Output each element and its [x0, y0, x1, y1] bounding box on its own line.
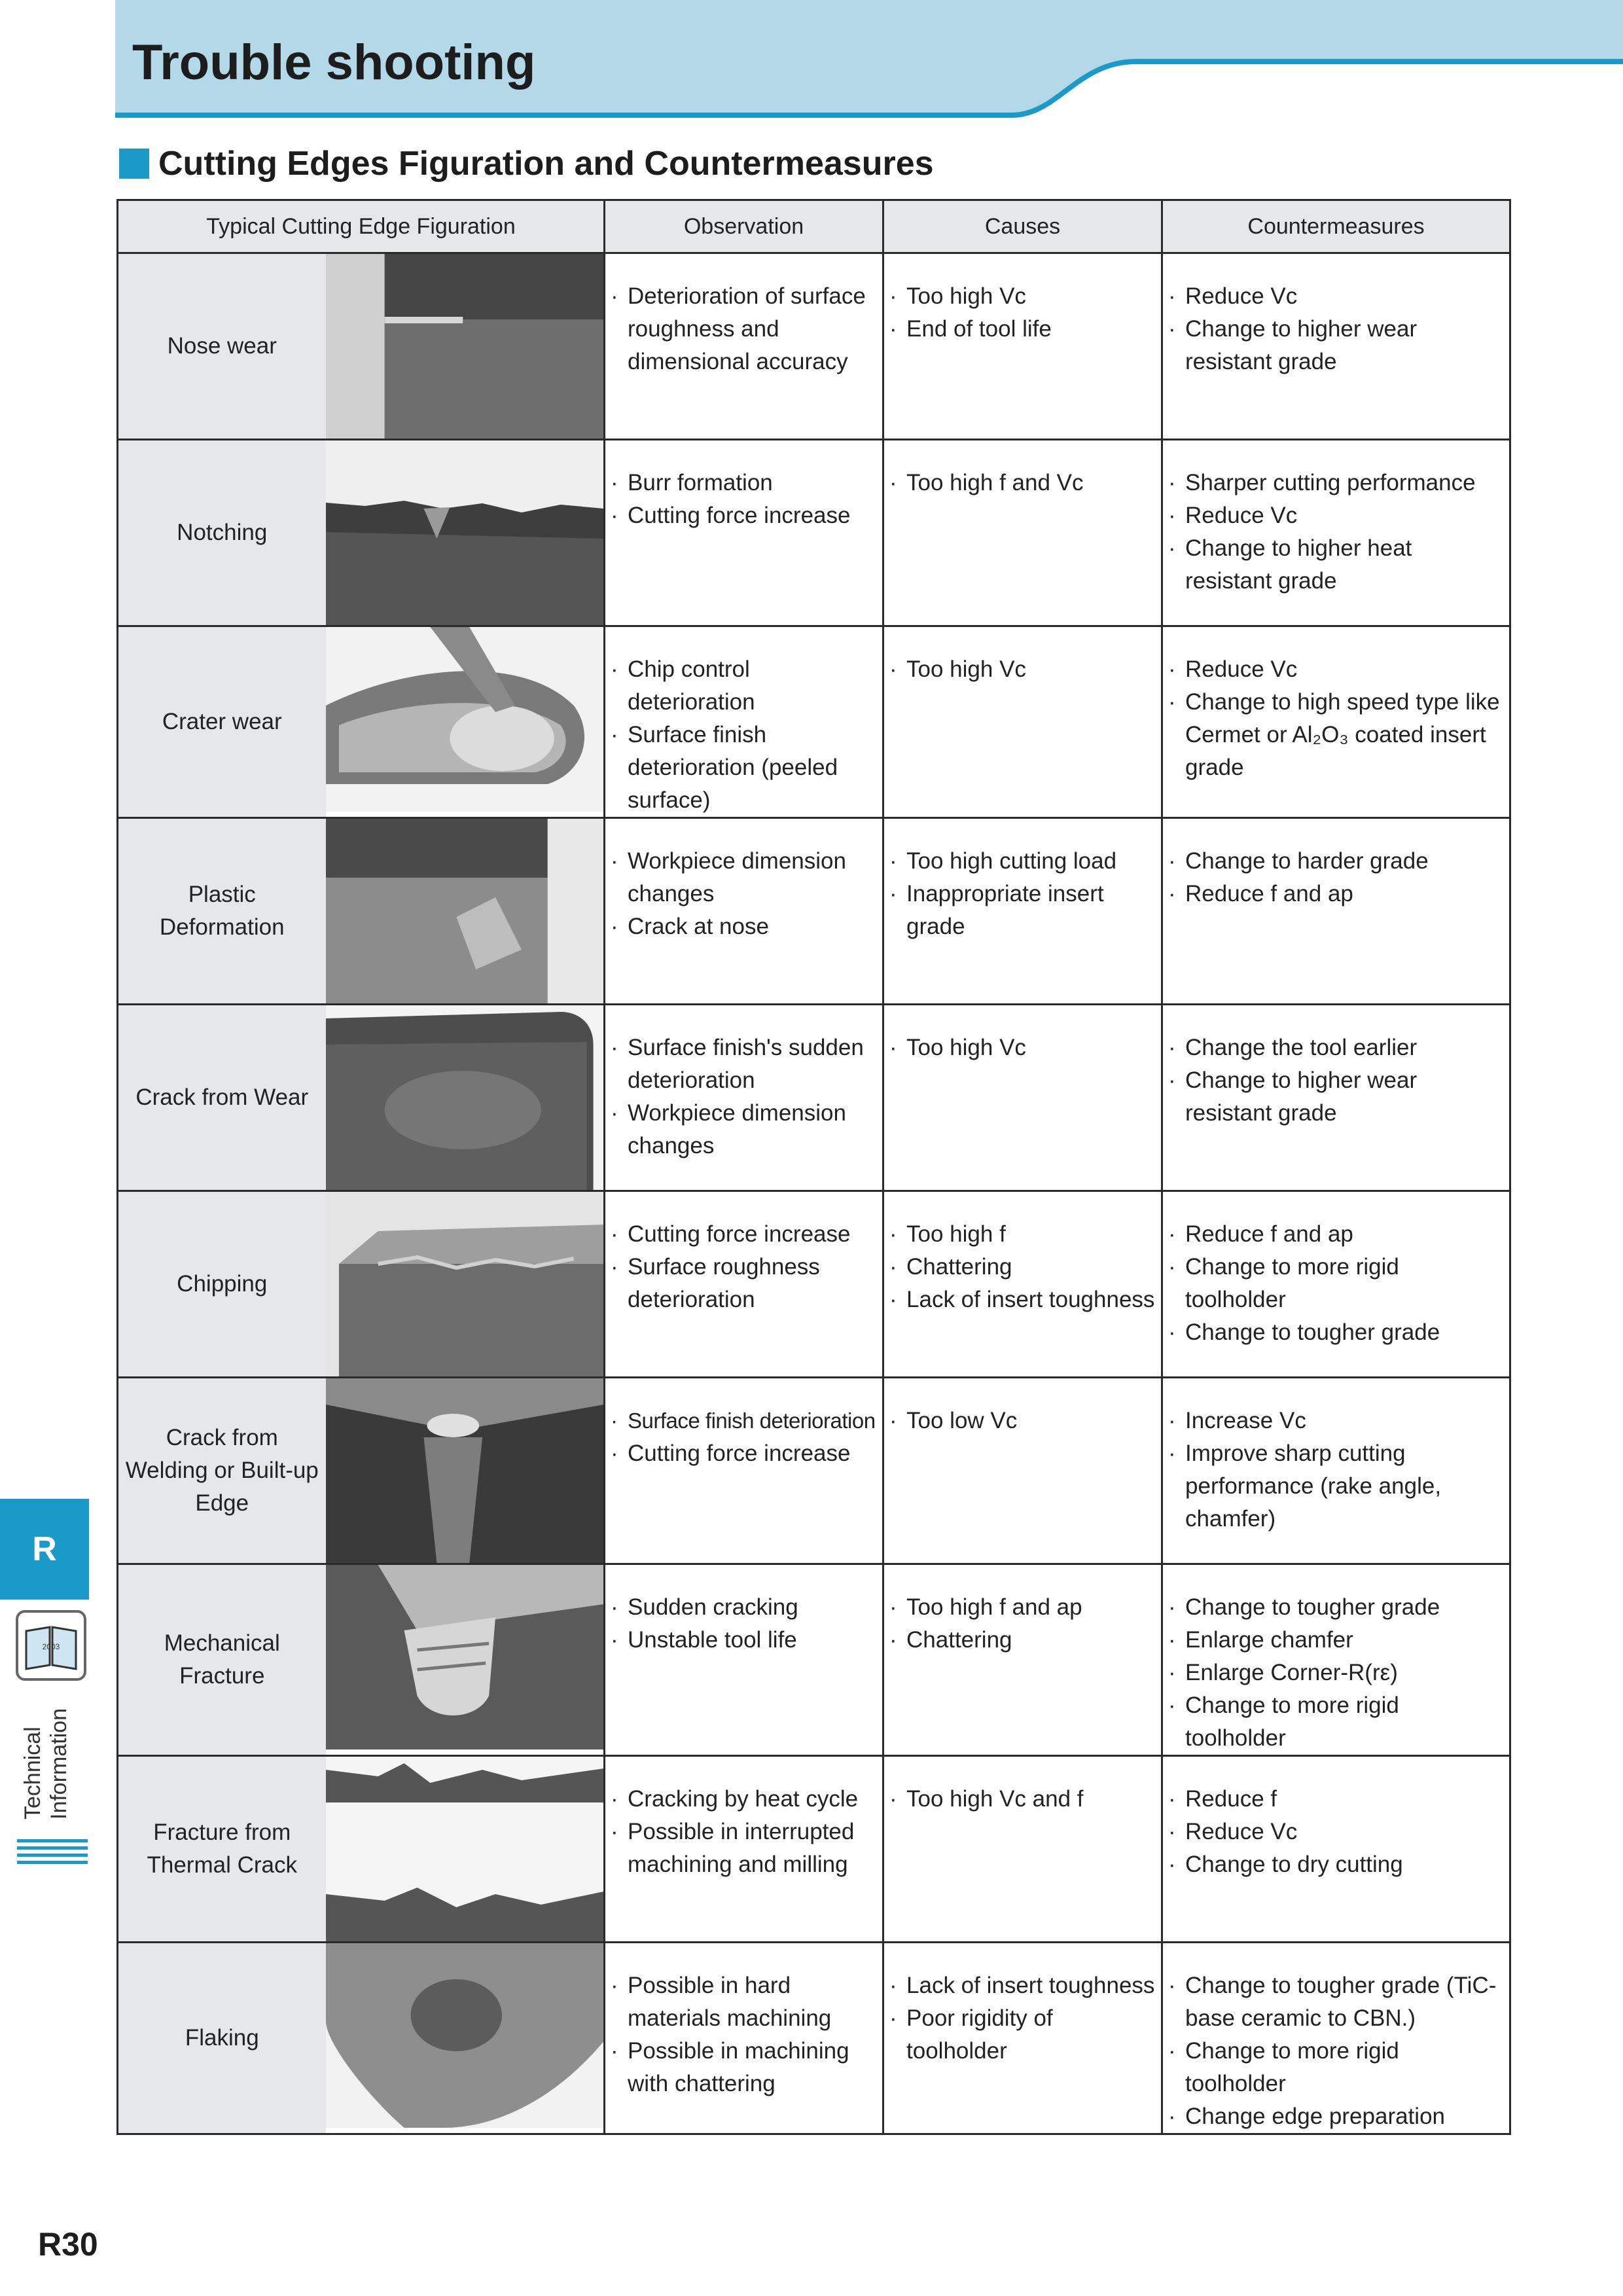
nose-wear-photo: [326, 253, 605, 440]
cause-item: · Too high f and ap: [889, 1591, 1156, 1624]
page-title: Trouble shooting: [132, 35, 536, 90]
countermeasure-item: · Change to tougher grade: [1168, 1316, 1504, 1349]
countermeasures-cell: [1162, 626, 1510, 818]
countermeasure-item: · Change to more rigid toolholder: [1168, 2035, 1504, 2100]
side-stripes: [17, 1839, 88, 1868]
observation-item: · Surface roughness deterioration: [611, 1251, 877, 1316]
observation-cell: [605, 440, 883, 626]
flaking-photo: [326, 1943, 605, 2134]
countermeasure-item: · Improve sharp cutting performance (rake angle, chamfer): [1168, 1437, 1504, 1535]
countermeasures-cell: [1162, 1564, 1510, 1756]
countermeasure-item: · Enlarge chamfer: [1168, 1624, 1504, 1657]
cause-item: · Too high Vc: [889, 1031, 1156, 1064]
causes-cell: [883, 1564, 1162, 1756]
countermeasures-cell: [1162, 253, 1510, 440]
header-causes: Causes: [883, 200, 1162, 253]
table-row: [118, 1564, 1510, 1756]
causes-cell: [883, 1378, 1162, 1564]
row-name: Mechanical Fracture: [118, 1564, 326, 1756]
cause-item: · End of tool life: [889, 313, 1156, 346]
countermeasure-item: · Reduce f: [1168, 1783, 1504, 1816]
cause-item: · Too high cutting load: [889, 845, 1156, 878]
countermeasure-item: · Increase Vc: [1168, 1405, 1504, 1437]
table-row: [118, 818, 1510, 1005]
countermeasure-item: · Change the tool earlier: [1168, 1031, 1504, 1064]
observation-item: · Deterioration of surface roughness and dimensional accuracy: [611, 280, 877, 378]
observation-item: · Surface finish's sudden deterioration: [611, 1031, 877, 1097]
countermeasures-cell: [1162, 1005, 1510, 1191]
countermeasure-item: · Reduce Vc: [1168, 1816, 1504, 1848]
cause-item: · Too low Vc: [889, 1405, 1156, 1437]
header-observation: Observation: [605, 200, 883, 253]
table-row: [118, 626, 1510, 818]
header-countermeasures: Countermeasures: [1162, 200, 1510, 253]
chapter-tab[interactable]: R: [0, 1499, 89, 1600]
observation-cell: [605, 1378, 883, 1564]
crater-wear-photo: [326, 626, 605, 818]
section-marker: [119, 149, 149, 179]
plastic-deformation-photo: [326, 818, 605, 1005]
row-name: Crack from Wear: [118, 1005, 326, 1191]
observation-cell: [605, 1756, 883, 1943]
side-label-line2: Information: [46, 1708, 71, 1820]
countermeasure-item: · Reduce f and ap: [1168, 878, 1504, 910]
icon-label: 2003: [42, 1642, 60, 1651]
observation-item: · Sudden cracking: [611, 1591, 877, 1624]
observation-item: · Cutting force increase: [611, 499, 877, 532]
observation-cell: [605, 1005, 883, 1191]
troubleshooting-table: [116, 199, 1511, 2135]
countermeasures-cell: [1162, 1191, 1510, 1378]
notching-photo: [326, 440, 605, 626]
countermeasure-item: · Sharper cutting performance: [1168, 467, 1504, 499]
observation-item: · Possible in hard materials machining: [611, 1969, 877, 2035]
cause-item: · Poor rigidity of toolholder: [889, 2002, 1156, 2068]
causes-cell: [883, 1191, 1162, 1378]
causes-cell: [883, 626, 1162, 818]
header-figuration: Typical Cutting Edge Figuration: [118, 200, 605, 253]
countermeasure-item: · Change to tougher grade: [1168, 1591, 1504, 1624]
countermeasure-item: · Change to harder grade: [1168, 845, 1504, 878]
row-name: Flaking: [118, 1943, 326, 2134]
cause-item: · Too high Vc and f: [889, 1783, 1156, 1816]
observation-item: · Chip control deterioration: [611, 653, 877, 719]
countermeasure-item: · Change edge preparation: [1168, 2100, 1504, 2133]
table-row: [118, 440, 1510, 626]
causes-cell: [883, 1943, 1162, 2134]
table-row: [118, 1378, 1510, 1564]
observation-item: · Unstable tool life: [611, 1624, 877, 1657]
observation-item: · Cutting force increase: [611, 1218, 877, 1251]
cause-item: · Chattering: [889, 1251, 1156, 1283]
observation-item: · Cutting force increase: [611, 1437, 877, 1470]
countermeasure-item: · Change to high speed type like Cermet or Al₂O₃ coated insert grade: [1168, 686, 1504, 784]
row-name: Crack from Welding or Built-up Edge: [118, 1378, 326, 1564]
observation-cell: [605, 1564, 883, 1756]
section-title: Cutting Edges Figuration and Countermeasures: [158, 145, 934, 183]
countermeasures-cell: [1162, 1378, 1510, 1564]
causes-cell: [883, 440, 1162, 626]
causes-cell: [883, 1005, 1162, 1191]
observation-item: · Crack at nose: [611, 910, 877, 943]
cause-item: · Chattering: [889, 1624, 1156, 1657]
row-name: Nose wear: [118, 253, 326, 440]
cause-item: · Too high Vc: [889, 280, 1156, 313]
observation-cell: [605, 1191, 883, 1378]
table-row: [118, 1005, 1510, 1191]
section-heading: [119, 143, 934, 185]
table-row: [118, 253, 1510, 440]
countermeasure-item: · Change to higher wear resistant grade: [1168, 313, 1504, 378]
row-name: Plastic Deformation: [118, 818, 326, 1005]
countermeasures-cell: [1162, 1943, 1510, 2134]
observation-item: · Workpiece dimension changes: [611, 1097, 877, 1162]
countermeasure-item: · Change to higher wear resistant grade: [1168, 1064, 1504, 1130]
countermeasure-item: · Enlarge Corner-R(rε): [1168, 1657, 1504, 1689]
observation-item: · Surface finish deterioration: [611, 1405, 877, 1437]
observation-item: · Cracking by heat cycle: [611, 1783, 877, 1816]
cause-item: · Too high Vc: [889, 653, 1156, 686]
table-row: [118, 1943, 1510, 2134]
countermeasures-cell: [1162, 1756, 1510, 1943]
observation-cell: [605, 626, 883, 818]
observation-item: · Possible in machining with chattering: [611, 2035, 877, 2100]
cause-item: · Inappropriate insert grade: [889, 878, 1156, 943]
chipping-photo: [326, 1191, 605, 1378]
cause-item: · Lack of insert toughness: [889, 1969, 1156, 2002]
page-number: R30: [38, 2226, 98, 2263]
observation-item: · Workpiece dimension changes: [611, 845, 877, 910]
countermeasure-item: · Change to dry cutting: [1168, 1848, 1504, 1881]
observation-item: · Possible in interrupted machining and milling: [611, 1816, 877, 1881]
cause-item: · Too high f: [889, 1218, 1156, 1251]
observation-cell: [605, 1943, 883, 2134]
observation-item: · Burr formation: [611, 467, 877, 499]
causes-cell: [883, 1756, 1162, 1943]
countermeasures-cell: [1162, 440, 1510, 626]
row-name: Fracture from Thermal Crack: [118, 1756, 326, 1943]
causes-cell: [883, 253, 1162, 440]
countermeasure-item: · Reduce f and ap: [1168, 1218, 1504, 1251]
table-header-row: [118, 200, 1510, 253]
causes-cell: [883, 818, 1162, 1005]
table-row: [118, 1191, 1510, 1378]
thermal-crack-photo: [326, 1756, 605, 1943]
row-name: Notching: [118, 440, 326, 626]
side-label-line1: Technical: [20, 1727, 45, 1820]
countermeasure-item: · Change to more rigid toolholder: [1168, 1689, 1504, 1755]
countermeasures-cell: [1162, 818, 1510, 1005]
countermeasure-item: · Change to more rigid toolholder: [1168, 1251, 1504, 1316]
row-name: Chipping: [118, 1191, 326, 1378]
countermeasure-item: · Change to tougher grade (TiC-base ceramic to CBN.): [1168, 1969, 1504, 2035]
observation-cell: [605, 253, 883, 440]
built-up-edge-photo: [326, 1378, 605, 1564]
countermeasure-item: · Reduce Vc: [1168, 653, 1504, 686]
cause-item: · Lack of insert toughness: [889, 1283, 1156, 1316]
book-icon: [14, 1609, 88, 1682]
countermeasure-item: · Reduce Vc: [1168, 280, 1504, 313]
observation-cell: [605, 818, 883, 1005]
row-name: Crater wear: [118, 626, 326, 818]
countermeasure-item: · Change to higher heat resistant grade: [1168, 532, 1504, 598]
crack-from-wear-photo: [326, 1005, 605, 1191]
side-label: [20, 1708, 71, 1820]
cause-item: · Too high f and Vc: [889, 467, 1156, 499]
mechanical-fracture-photo: [326, 1564, 605, 1756]
observation-item: · Surface finish deterioration (peeled surface): [611, 719, 877, 817]
countermeasure-item: · Reduce Vc: [1168, 499, 1504, 532]
table-row: [118, 1756, 1510, 1943]
